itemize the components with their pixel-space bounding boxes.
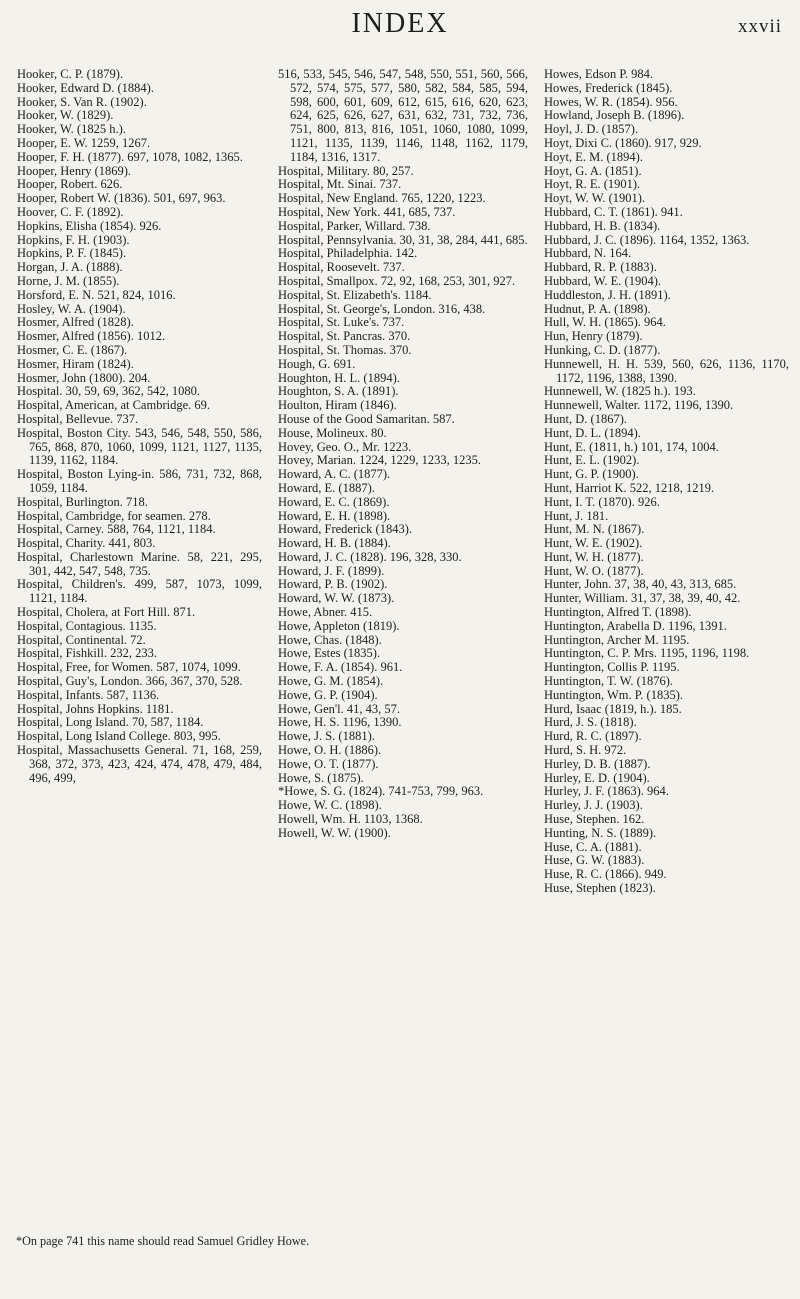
index-entry: Howard, J. F. (1899).: [278, 563, 385, 578]
index-entry: Hurley, J. J. (1903).: [544, 798, 643, 813]
index-entry: Houlton, Hiram (1846).: [278, 398, 397, 413]
index-entry: Hospital, Roosevelt. 737.: [278, 260, 405, 275]
index-entry: Hospital. 30, 59, 69, 362, 542, 1080.: [17, 384, 200, 399]
index-entry: Hurley, E. D. (1904).: [544, 770, 650, 785]
index-entry: Howe, Estes (1835).: [278, 646, 381, 661]
index-entry: Hoyt, R. E. (1901).: [544, 177, 641, 192]
index-entry: House of the Good Samaritan. 587.: [278, 411, 455, 426]
index-entry: Hunt, M. N. (1867).: [544, 522, 645, 537]
index-entry: Hospital, Fishkill. 232, 233.: [17, 646, 157, 661]
index-entry: Howell, W. W. (1900).: [278, 825, 391, 840]
index-entry: Howe, O. H. (1886).: [278, 743, 382, 758]
index-entry: Hoyt, Dixi C. (1860). 917, 929.: [544, 135, 702, 150]
index-entry: Howe, G. M. (1854).: [278, 674, 384, 689]
index-entry: Hospital, Boston City. 543, 546, 548, 550, 586, 765, 868, 870, 1060, 1099, 1121, 1127, 1135, 1139, 1162, 1184.: [17, 425, 262, 468]
index-entry: Howland, Joseph B. (1896).: [544, 108, 685, 123]
index-entry: Hovey, Marian. 1224, 1229, 1233, 1235.: [278, 453, 481, 468]
index-entry: Hurley, J. F. (1863). 964.: [544, 784, 669, 799]
index-entry: Hosmer, C. E. (1867).: [17, 342, 128, 357]
index-entry: Hooper, F. H. (1877). 697, 1078, 1082, 1365.: [17, 149, 243, 164]
index-entry: Howes, Frederick (1845).: [544, 80, 673, 95]
index-entry: Hunt, W. E. (1902).: [544, 536, 643, 551]
index-entry: Hoyt, W. W. (1901).: [544, 191, 646, 206]
index-entry: Hospital, Pennsylvania. 30, 31, 38, 284, 441, 685.: [278, 232, 528, 247]
index-entry: Hosley, W. A. (1904).: [17, 301, 126, 316]
index-entry: Hooker, Edward D. (1884).: [17, 80, 154, 95]
index-entry: Huntington, Collis P. 1195.: [544, 660, 680, 675]
index-entry: Hunt, G. P. (1900).: [544, 467, 639, 482]
index-entry: Huddleston, J. H. (1891).: [544, 287, 671, 302]
index-entry: Hospital, St. Elizabeth's. 1184.: [278, 287, 432, 302]
index-entry: Hurd, J. S. (1818).: [544, 715, 637, 730]
index-entry: Howard, E. C. (1869).: [278, 494, 390, 509]
index-entry: Huntington, Archer M. 1195.: [544, 632, 690, 647]
index-entry: Hubbard, H. B. (1834).: [544, 218, 661, 233]
index-entry: Howe, G. P. (1904).: [278, 687, 378, 702]
index-entry: Hoyt, G. A. (1851).: [544, 163, 642, 178]
index-entry: Hospital, New York. 441, 685, 737.: [278, 204, 456, 219]
index-entry: Huse, R. C. (1866). 949.: [544, 867, 667, 882]
index-entry: Howes, Edson P. 984.: [544, 67, 654, 81]
index-entry: Hospital, Children's. 499, 587, 1073, 1099, 1121, 1184.: [17, 577, 262, 606]
index-entry: Howe, Appleton (1819).: [278, 618, 400, 633]
index-entry: Hospital, Free, for Women. 587, 1074, 1099.: [17, 660, 241, 675]
index-entry: Hunnewell, Walter. 1172, 1196, 1390.: [544, 398, 734, 413]
index-entry: Hospital, Johns Hopkins. 1181.: [17, 701, 174, 716]
index-entry: Hunter, John. 37, 38, 40, 43, 313, 685.: [544, 577, 737, 592]
index-entry: Hubbard, N. 164.: [544, 246, 632, 261]
index-entry: Hooper, Robert W. (1836). 501, 697, 963.: [17, 191, 226, 206]
index-entry: Hospital, Infants. 587, 1136.: [17, 687, 160, 702]
index-entry: Hooker, C. P. (1879).: [17, 67, 124, 81]
index-entry: Huse, Stephen (1823).: [544, 881, 656, 896]
index-entry: 516, 533, 545, 546, 547, 548, 550, 551, 560, 566, 572, 574, 575, 577, 580, 582, 584, 585, 594, 598, 600, 601, 609, 612, 615, 616, 620, 623, 624, 625, 626, 627, 631, 632, 731, 732, 736, 751, 800, 813, 816, 1051, 1060, 1080, 1099, 1121, 1135, 1139, 1146, 1148, 1162, 1179, 1184, 1316, 1317.: [278, 67, 528, 164]
index-entry: Hospital, Continental. 72.: [17, 632, 146, 647]
index-entry: Hun, Henry (1879).: [544, 329, 643, 344]
index-entry: Hunnewell, H. H. 539, 560, 626, 1136, 1170, 1172, 1196, 1388, 1390.: [544, 356, 789, 385]
index-entry: Horgan, J. A. (1888).: [17, 260, 123, 275]
index-entry: Hospital, Charity. 441, 803.: [17, 536, 156, 551]
index-entry: Hospital, Carney. 588, 764, 1121, 1184.: [17, 522, 216, 537]
index-entry: Howard, E. H. (1898).: [278, 508, 391, 523]
index-entry: Hospital, Cholera, at Fort Hill. 871.: [17, 605, 196, 620]
index-entry: Hospital, Massachusetts General. 71, 168, 259, 368, 372, 373, 423, 424, 474, 478, 479, 484, 496, 499,: [17, 743, 262, 785]
index-entry: Hospital, Philadelphia. 142.: [278, 246, 418, 261]
index-entry: Howe, Gen'l. 41, 43, 57.: [278, 701, 401, 716]
index-entry: Hurd, Isaac (1819, h.). 185.: [544, 701, 682, 716]
index-entry: Hosmer, Alfred (1828).: [17, 315, 134, 330]
index-entry: Howard, P. B. (1902).: [278, 577, 388, 592]
index-entry: Hooper, Robert. 626.: [17, 177, 123, 192]
index-column-1: [17, 68, 262, 785]
index-entry: Howe, Abner. 415.: [278, 605, 373, 620]
index-entry: Howell, Wm. H. 1103, 1368.: [278, 812, 423, 827]
index-entry: Hospital, St. Pancras. 370.: [278, 329, 411, 344]
index-entry: Hunt, E. (1811, h.) 101, 174, 1004.: [544, 439, 719, 454]
index-entry: Hooker, W. (1825 h.).: [17, 122, 126, 137]
index-entry: Howe, Chas. (1848).: [278, 632, 382, 647]
index-entry: Hurley, D. B. (1887).: [544, 756, 651, 771]
index-entry: Houghton, S. A. (1891).: [278, 384, 399, 399]
index-entry: Hunter, William. 31, 37, 38, 39, 40, 42.: [544, 591, 741, 606]
index-entry: Howard, W. W. (1873).: [278, 591, 395, 606]
index-entry: Hospital, St. George's, London. 316, 438.: [278, 301, 486, 316]
index-entry: Hospital, Long Island College. 803, 995.: [17, 729, 221, 744]
index-entry: Hunnewell, W. (1825 h.). 193.: [544, 384, 696, 399]
index-entry: Howard, A. C. (1877).: [278, 467, 391, 482]
index-entry: Hooker, W. (1829).: [17, 108, 114, 123]
index-entry: Hoyl, J. D. (1857).: [544, 122, 639, 137]
index-entry: Howe, J. S. (1881).: [278, 729, 375, 744]
index-entry: Hunking, C. D. (1877).: [544, 342, 661, 357]
index-entry: Howard, E. (1887).: [278, 480, 375, 495]
index-entry: Hospital, American, at Cambridge. 69.: [17, 398, 211, 413]
index-entry: Hurd, R. C. (1897).: [544, 729, 642, 744]
index-entry: Hoyt, E. M. (1894).: [544, 149, 643, 164]
index-entry: Hunt, Harriot K. 522, 1218, 1219.: [544, 480, 715, 495]
index-entry: Hunt, E. L. (1902).: [544, 453, 640, 468]
index-column-3: [544, 68, 789, 896]
index-entry: Huntington, Alfred T. (1898).: [544, 605, 692, 620]
index-entry: Howe, S. (1875).: [278, 770, 364, 785]
index-entry: Hubbard, W. E. (1904).: [544, 273, 661, 288]
index-entry: Hospital, Boston Lying-in. 586, 731, 732, 868, 1059, 1184.: [17, 467, 262, 495]
index-entry: Hunt, W. H. (1877).: [544, 549, 644, 564]
index-entry: Hopkins, P. F. (1845).: [17, 246, 127, 261]
index-entry: Hubbard, C. T. (1861). 941.: [544, 204, 683, 219]
index-entry: Hoover, C. F. (1892).: [17, 204, 124, 219]
index-entry: Howes, W. R. (1854). 956.: [544, 94, 678, 109]
footnote: *On page 741 this name should read Samuel Gridley Howe.: [16, 1234, 310, 1248]
index-entry: Hunt, D. (1867).: [544, 411, 627, 426]
index-entry: Hunting, N. S. (1889).: [544, 825, 657, 840]
index-entry: Hunt, W. O. (1877).: [544, 563, 644, 578]
index-entry: Howard, H. B. (1884).: [278, 536, 391, 551]
index-entry: Huntington, Arabella D. 1196, 1391.: [544, 618, 727, 633]
index-entry: Hospital, New England. 765, 1220, 1223.: [278, 191, 486, 206]
index-entry: Horne, J. M. (1855).: [17, 273, 120, 288]
index-entry: Hubbard, J. C. (1896). 1164, 1352, 1363.: [544, 232, 750, 247]
index-entry: Huntington, Wm. P. (1835).: [544, 687, 684, 702]
index-entry: Hospital, Charlestown Marine. 58, 221, 295, 301, 442, 547, 548, 735.: [17, 549, 262, 578]
index-entry: Hull, W. H. (1865). 964.: [544, 315, 666, 330]
index-entry: Hunt, J. 181.: [544, 508, 609, 523]
index-entry: House, Molineux. 80.: [278, 425, 387, 440]
index-entry: Hospital, Smallpox. 72, 92, 168, 253, 301, 927.: [278, 273, 516, 288]
index-entry: Howe, H. S. 1196, 1390.: [278, 715, 402, 730]
index-column-2: [278, 68, 528, 841]
index-entry: Hunt, I. T. (1870). 926.: [544, 494, 660, 509]
index-entry: Howard, J. C. (1828). 196, 328, 330.: [278, 549, 462, 564]
index-entry: Hospital, St. Luke's. 737.: [278, 315, 405, 330]
index-entry: Horsford, E. N. 521, 824, 1016.: [17, 287, 176, 302]
index-entry: Hospital, Parker, Willard. 738.: [278, 218, 431, 233]
index-entry: Howe, O. T. (1877).: [278, 756, 379, 771]
index-entry: Hospital, Guy's, London. 366, 367, 370, 528.: [17, 674, 243, 689]
index-entry: Huse, Stephen. 162.: [544, 812, 645, 827]
index-entry: Hospital, St. Thomas. 370.: [278, 342, 412, 357]
index-entry: Hooper, E. W. 1259, 1267.: [17, 135, 151, 150]
index-entry: Hospital, Bellevue. 737.: [17, 411, 139, 426]
index-entry: Hopkins, F. H. (1903).: [17, 232, 130, 247]
index-entry: Huse, C. A. (1881).: [544, 839, 642, 854]
index-entry: Hospital, Cambridge, for seamen. 278.: [17, 508, 211, 523]
index-entry: Huse, G. W. (1883).: [544, 853, 645, 868]
index-entry: Hurd, S. H. 972.: [544, 743, 627, 758]
index-entry: Hudnut, P. A. (1898).: [544, 301, 651, 316]
index-entry: Hosmer, John (1800). 204.: [17, 370, 151, 385]
index-entry: Hubbard, R. P. (1883).: [544, 260, 657, 275]
index-entry: Hooker, S. Van R. (1902).: [17, 94, 147, 109]
index-entry: Howe, F. A. (1854). 961.: [278, 660, 403, 675]
index-entry: Hunt, D. L. (1894).: [544, 425, 641, 440]
index-entry: Hough, G. 691.: [278, 356, 356, 371]
page-number: xxvii: [737, 16, 782, 37]
index-entry: Hospital, Military. 80, 257.: [278, 163, 414, 178]
index-entry: Hooper, Henry (1869).: [17, 163, 132, 178]
index-entry: Hosmer, Hiram (1824).: [17, 356, 134, 371]
index-entry: Hovey, Geo. O., Mr. 1223.: [278, 439, 412, 454]
index-entry: *Howe, S. G. (1824). 741-753, 799, 963.: [278, 784, 484, 799]
index-entry: Huntington, T. W. (1876).: [544, 674, 674, 689]
index-entry: Hosmer, Alfred (1856). 1012.: [17, 329, 166, 344]
index-entry: Hospital, Burlington. 718.: [17, 494, 148, 509]
page-title: INDEX: [351, 8, 449, 39]
index-entry: Hopkins, Elisha (1854). 926.: [17, 218, 162, 233]
index-entry: Hospital, Contagious. 1135.: [17, 618, 157, 633]
index-entry: Howard, Frederick (1843).: [278, 522, 412, 537]
index-entry: Houghton, H. L. (1894).: [278, 370, 400, 385]
index-entry: Howe, W. C. (1898).: [278, 798, 382, 813]
index-entry: Hospital, Mt. Sinai. 737.: [278, 177, 402, 192]
index-entry: Huntington, C. P. Mrs. 1195, 1196, 1198.: [544, 646, 750, 661]
index-entry: Hospital, Long Island. 70, 587, 1184.: [17, 715, 204, 730]
